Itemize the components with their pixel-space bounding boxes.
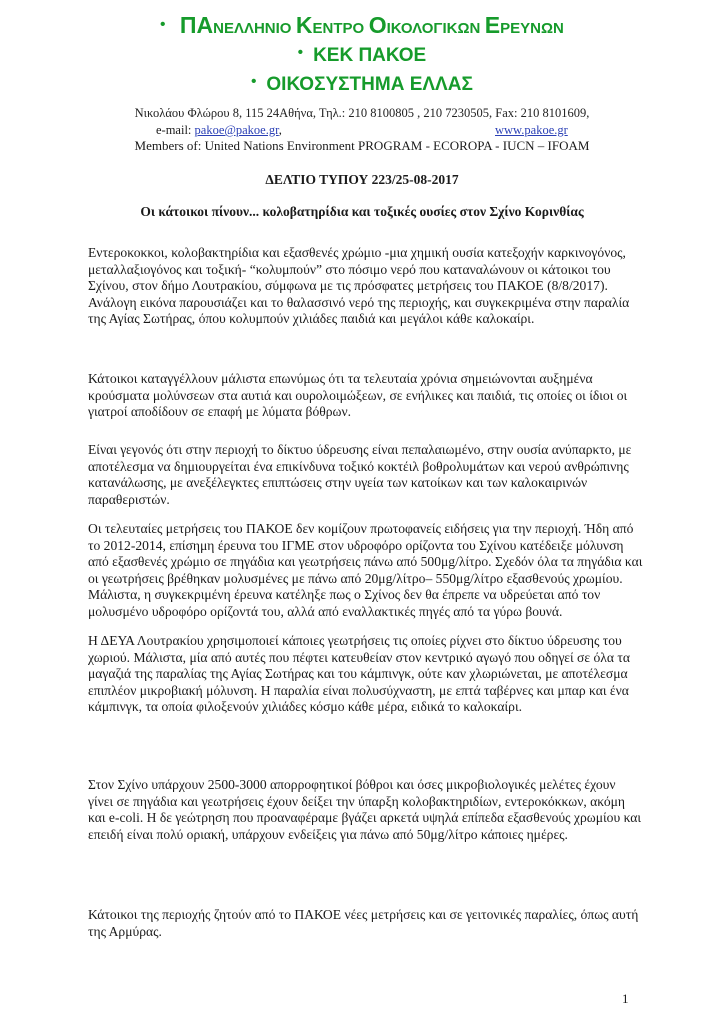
bullet-icon: • (160, 16, 166, 33)
email-separator: , (278, 123, 282, 137)
org-initial: Ε (484, 12, 501, 38)
paragraph: Εντεροκοκκοι, κολοβακτηρίδια και εξασθενές χρώμιο -μια χημική ουσία κατεξοχήν καρκινογόνος, μεταλλαξιογόνος και τοξική- “κολυμπούν” στο πόσιμο νερό που καταναλώνουν οι κάτοικοι του Σχίνου, στον δήμο Λουτρακίου, σύμφωνα με τις πρόσφατες μετρήσεις του ΠΑΚΟΕ (8/8/2017). Ανάλογη εικόνα παρουσιάζει και το θαλασσινό νερό της περιοχής, και συγκεκριμένα στην παραλία της Αγίας Σωτήρας, όπου κολυμπούν χιλιάδες παιδιά και μεγάλοι κάθε καλοκαίρι. (88, 245, 630, 326)
kek-pakoe-label: ΚΕΚ ΠΑΚΟΕ (313, 45, 427, 66)
address-line: Νικολάου Φλώρου 8, 115 24Αθήνα, Τηλ.: 210 8100805 , 210 7230505, Fax: 210 8101609, (134, 106, 590, 120)
org-subtitle-kek (0, 44, 724, 67)
org-initial: Ο (368, 12, 387, 38)
org-word: ΡΕΥΝΩΝ (500, 20, 564, 37)
org-name-line (0, 12, 724, 39)
page-number: 1 (622, 991, 629, 1006)
email-link[interactable]: pakoe@pakoe.gr (194, 123, 279, 137)
org-subtitle-ecosystem (0, 73, 724, 96)
email-label: e-mail: (156, 123, 192, 137)
press-release-title: ΔΕΛΤΙΟ ΤΥΠΟΥ 223/25-08-2017 (265, 172, 459, 187)
paragraph: Η ΔΕΥΑ Λουτρακίου χρησιμοποιεί κάποιες γεωτρήσεις τις οποίες ρίχνει στο δίκτυο ύδρευσης του χωριού. Μάλιστα, μία από αυτές που πέφτει κατευθείαν στον κεντρικό αγωγό που οδηγεί σε όλα τα μαγαζιά της παραλίας της Αγίας Σωτήρας και του κάμπινγκ, ούτε καν χλωριώνεται, με αποτέλεσμα επιπλέον μικροβιακή μόλυνση. Η παραλία είναι πολυσύχναστη, με επτά ταβέρνες και μπαρ και ένα κάμπινγκ, τα οποία φιλοξενούν χιλιάδες κόσμο κάθε μέρα, ειδικά το καλοκαίρι. (88, 633, 630, 714)
members-line: Members of: United Nations Environment PROGRAM - ECOROPA - IUCN – IFOAM (134, 138, 590, 153)
org-word: ΙΚΟΛΟΓΙΚΩΝ (386, 20, 481, 37)
ecosystem-label: ΟΙΚΟΣΥΣΤΗΜΑ ΕΛΛΑΣ (266, 74, 473, 95)
bullet-icon: • (251, 73, 257, 90)
headline: Οι κάτοικοι πίνουν... κολοβατηρίδια και τοξικές ουσίες στον Σχίνο Κορινθίας (140, 204, 584, 219)
org-initial: ΠΑ (179, 12, 214, 38)
paragraph: Είναι γεγονός ότι στην περιοχή το δίκτυο ύδρευσης είναι πεπαλαιωμένο, στην ουσία ανύπαρκτο, με αποτέλεσμα να δημιουργείται ένα επικίνδυνα τοξικό κοκτέιλ βοθρολυμάτων και νερού ανθρώπινης κατανάλωσης, με ανεξέλεγκτες επιπτώσεις στην υγεία των κατοίκων και των καλοκαιρινών παραθεριστών. (88, 442, 632, 507)
paragraph: Οι τελευταίες μετρήσεις του ΠΑΚΟΕ δεν κομίζουν πρωτοφανείς ειδήσεις για την περιοχή. Ήδη από το 2012-2014, επίσημη έρευνα του ΙΓΜΕ στον υδροφόρο ορίζοντα του Σχίνου κατέδειξε μόλυνση από εξασθενές χρώμιο σε πηγάδια και γεωτρήσεις πάνω από 500μg/λίτρο. Σχεδόν όλα τα πηγάδια και οι γεωτρήσεις βρέθηκαν μολυσμένες με πάνω από 20μg/λίτρο– 550μg/λίτρο εξασθενούς χρωμίου. Μάλιστα, η συγκεκριμένη έρευνα κατέληξε πως ο Σχίνος δεν θα έπρεπε να υδρεύεται από τον μολυσμένο υδροφόρο ορίζοντά του, αλλά από εναλλακτικές πηγές από τα γύρω βουνά. (88, 521, 643, 619)
org-initial: Κ (295, 12, 313, 38)
paragraph: Στον Σχίνο υπάρχουν 2500-3000 απορροφητικοί βόθροι και όσες μικροβιολογικές μελέτες έχουν γίνει σε πηγάδια και γεωτρήσεις έχουν δείξει την ύπαρξη κολοβακτηριδίων, εντεροκόκκων, ακόμη και e-coli. Η δε γεώτρηση που προαναφέραμε βγάζει αρκετά υψηλά επίπεδα εξασθενούς χρωμίου και επειδή είναι πολύ οριακή, υπάρχουν ενδείξεις για πάνω από 50μg/λίτρο κάποιες ημέρες. (88, 777, 642, 842)
org-word: ΕΝΤΡΟ (312, 20, 365, 37)
org-word: ΝΕΛΛΗΝΙΟ (213, 20, 292, 37)
website-row (495, 123, 568, 138)
paragraph: Κάτοικοι της περιοχής ζητούν από το ΠΑΚΟΕ νέες μετρήσεις και σε γειτονικές παραλίες, όπως αυτή της Αρμύρας. (88, 907, 639, 939)
paragraph: Κάτοικοι καταγγέλλουν μάλιστα επωνύμως ότι τα τελευταία χρόνια σημειώνονται αυξημένα κρούσματα μολύνσεων στα αυτιά και ουρολοιμώξεων, σε ενήλικες και παιδιά, τις οποίες οι ίδιοι οι γιατροί αποδίδουν σε επαφή με λύματα βόθρων. (88, 371, 628, 419)
email-row (156, 123, 282, 138)
bullet-icon: • (297, 44, 304, 61)
website-link[interactable]: www.pakoe.gr (495, 123, 568, 137)
